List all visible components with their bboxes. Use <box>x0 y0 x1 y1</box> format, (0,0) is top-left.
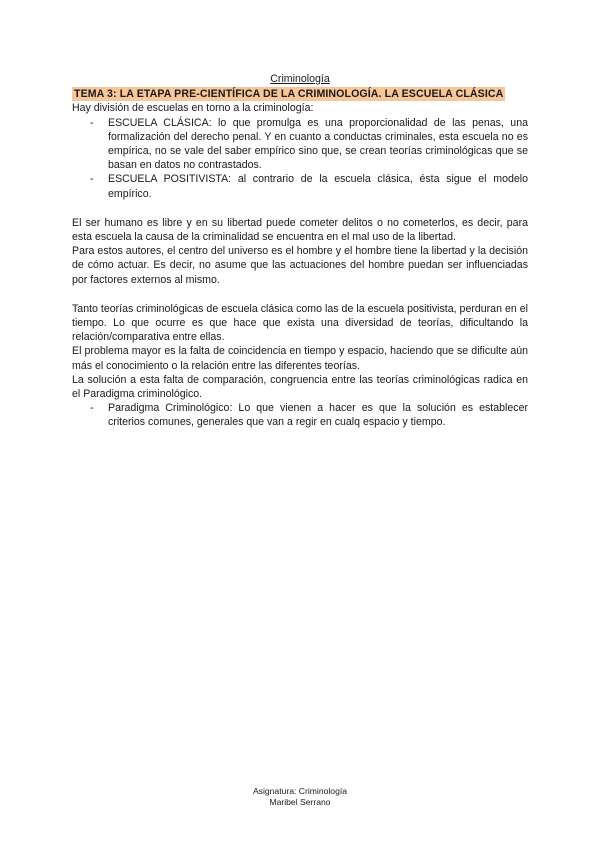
document-page <box>72 72 528 430</box>
bullet-dash: - <box>90 173 94 186</box>
paradigm-text: Paradigma Criminológico: Lo que vienen a hacer es que la solución es establecer criterios comunes, generales que van a regir en cualq espacio y tiempo. <box>108 402 528 429</box>
paragraph: Para estos autores, el centro del universo es el hombre y el hombre tiene la libertad y la decisión de cómo actuar. Es decir, no asume que las actuaciones del hombre puedan ser influenciadas por factores externos al mismo. <box>72 245 528 286</box>
school-classical-text: ESCUELA CLÁSICA: lo que promulga es una proporcionalidad de las penas, una formalización del derecho penal. Y en cuanto a conductas criminales, esta escuela no es empírica, no se vale del saber empírico sino que, se crean teorías criminológicas que se basan en datos no contrastados. <box>108 116 528 172</box>
page-footer <box>0 786 600 808</box>
schools-list <box>72 116 528 201</box>
list-item <box>72 116 528 173</box>
topic-title: TEMA 3: LA ETAPA PRE-CIENTÍFICA DE LA CRIMINOLOGÍA. LA ESCUELA CLÁSICA <box>74 88 504 101</box>
list-item <box>72 172 528 200</box>
title-row <box>72 87 528 101</box>
school-positivist-text: ESCUELA POSITIVISTA: al contrario de la escuela clásica, ésta sigue el modelo empírico. <box>108 173 528 200</box>
bullet-dash: - <box>90 402 94 415</box>
paragraph: El problema mayor es la falta de coincidencia en tiempo y espacio, haciendo que se dificulte aún más el conocimiento o la relación entre las diferentes teorías. <box>72 345 528 372</box>
footer-author: Maribel Serrano <box>269 797 331 807</box>
intro-paragraph: Hay división de escuelas en torno a la criminología: <box>72 102 314 115</box>
paragraph: La solución a esta falta de comparación, congruencia entre las teorías criminológicas radica en el Paradigma criminológico. <box>72 373 528 401</box>
bullet-dash: - <box>90 116 94 129</box>
paragraph: Tanto teorías criminológicas de escuela clásica como las de la escuela positivista, perduran en el tiempo. Lo que ocurre es que hace que exista una diversidad de teorías, dificultando la relación/comparativa entre ellas. <box>72 302 528 344</box>
paradigm-list <box>72 401 528 429</box>
footer-subject: Asignatura: Criminología <box>252 786 348 796</box>
course-header: Criminología <box>270 73 330 85</box>
paragraph: El ser humano es libre y en su libertad puede cometer delitos o no cometerlos, es decir, para esta escuela la causa de la criminalidad se encuentra en el mal uso de la libertad. <box>72 216 528 244</box>
list-item <box>72 401 528 429</box>
